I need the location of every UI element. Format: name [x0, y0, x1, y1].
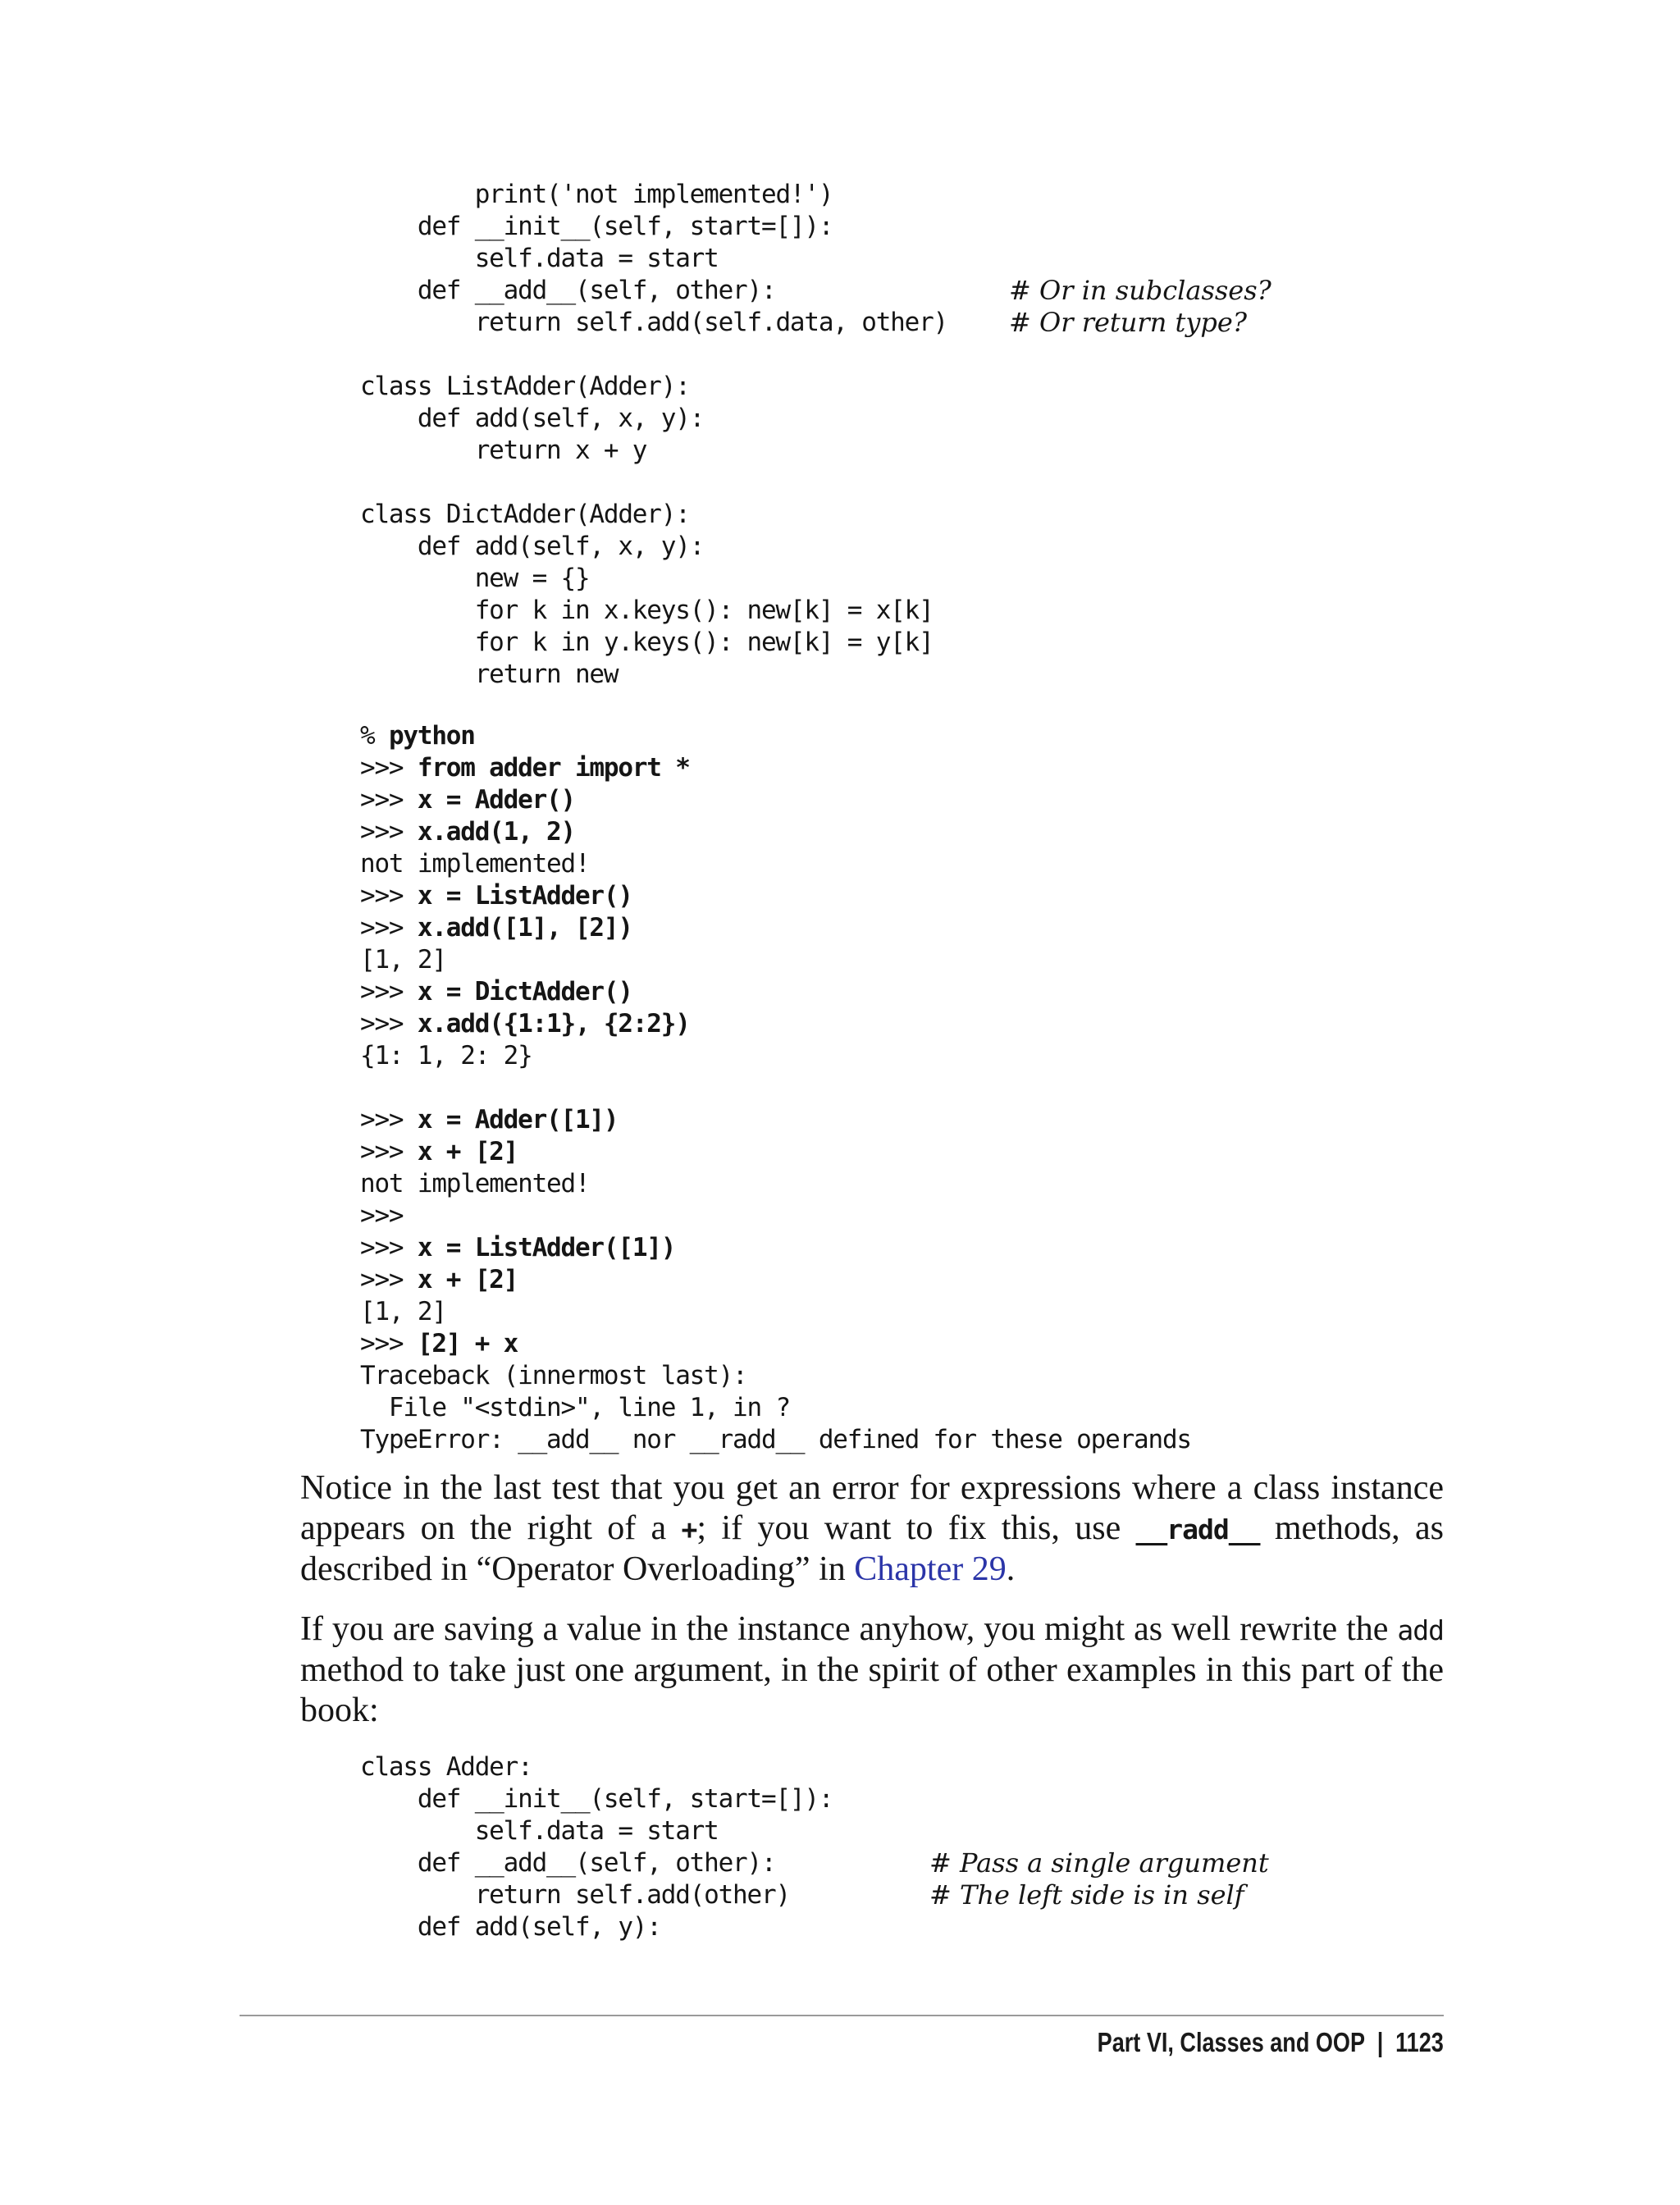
user-input: x.add([1], [2])	[417, 913, 632, 943]
session-line	[360, 976, 1191, 1008]
session-line	[360, 816, 1191, 848]
chapter-29-link[interactable]: Chapter 29	[854, 1550, 1007, 1588]
code-text: def add(self, x, y):	[360, 404, 705, 433]
paragraph-text: If you are saving a value in the instance anyhow, you might as well rewrite the	[300, 1610, 1398, 1648]
session-line	[360, 1040, 1191, 1072]
user-input: x = Adder([1])	[417, 1105, 619, 1134]
prompt: >>>	[360, 1105, 418, 1134]
output-text: File "<stdin>", line 1, in ?	[360, 1393, 790, 1422]
code-line	[360, 595, 947, 627]
code-text: print('not implemented!')	[360, 180, 833, 209]
prompt: >>>	[360, 881, 418, 911]
session-line	[360, 1200, 1191, 1232]
output-text: Traceback (innermost last):	[360, 1361, 747, 1390]
code-line	[360, 1751, 833, 1783]
code-line	[360, 339, 947, 371]
code-line	[360, 275, 1271, 307]
footer-separator: |	[1376, 2027, 1384, 2057]
code-text: def add(self, y):	[360, 1912, 661, 1942]
prompt: >>>	[360, 977, 418, 1007]
code-line	[360, 1879, 1244, 1911]
code-line	[360, 435, 947, 467]
code-text: return self.add(self.data, other)	[360, 308, 948, 337]
prompt: >>>	[360, 1137, 418, 1166]
user-input: x.add(1, 2)	[417, 817, 575, 847]
session-line	[360, 784, 1191, 816]
code-text: return self.add(other)	[360, 1880, 790, 1910]
code-line	[360, 1911, 833, 1943]
code-line	[360, 467, 947, 499]
code-line	[360, 371, 947, 403]
code-line	[360, 1783, 833, 1815]
prompt: >>>	[360, 1201, 404, 1230]
session-line	[360, 848, 1191, 880]
code-text: for k in x.keys(): new[k] = x[k]	[360, 596, 934, 625]
user-input: x.add({1:1}, {2:2})	[417, 1009, 690, 1039]
prompt: %	[360, 721, 389, 751]
user-input: x + [2]	[417, 1265, 518, 1294]
code-text: return new	[360, 660, 619, 689]
code-text: def __init__(self, start=[]):	[360, 212, 833, 241]
session-line	[360, 720, 1191, 752]
prompt: >>>	[360, 753, 418, 783]
prompt: >>>	[360, 1233, 418, 1262]
session-line	[360, 1264, 1191, 1296]
prompt: >>>	[360, 817, 418, 847]
session-line	[360, 1296, 1191, 1328]
code-line	[360, 403, 947, 435]
paragraph-single-argument	[300, 1609, 1444, 1731]
prompt: >>>	[360, 1329, 418, 1358]
output-text: [1, 2]	[360, 1297, 446, 1326]
prompt: >>>	[360, 1265, 418, 1294]
output-text: not implemented!	[360, 849, 590, 879]
code-comment: # Or in subclasses?	[1009, 275, 1271, 306]
code-line	[360, 211, 947, 243]
page-number: 1123	[1395, 2027, 1444, 2057]
session-line	[360, 1328, 1191, 1360]
session-line	[360, 1168, 1191, 1200]
session-line	[360, 1424, 1191, 1456]
code-line	[360, 499, 947, 531]
session-line	[360, 752, 1191, 784]
session-line	[360, 944, 1191, 976]
code-text: class Adder:	[360, 1752, 532, 1782]
session-line	[360, 1136, 1191, 1168]
footer-rule	[240, 2015, 1444, 2016]
code-text: for k in y.keys(): new[k] = y[k]	[360, 628, 934, 657]
inline-code-add: add	[1397, 1614, 1444, 1646]
code-listing-adder-single-arg	[360, 1751, 1269, 1943]
paragraph-text: Notice in the last test that you get an error for expressions where a class instance appears on the right of a	[300, 1469, 1444, 1547]
user-input: x = ListAdder()	[417, 881, 632, 911]
code-comment: # Pass a single argument	[929, 1847, 1269, 1879]
code-text: self.data = start	[360, 1816, 719, 1846]
code-text: class DictAdder(Adder):	[360, 500, 690, 529]
prompt: >>>	[360, 1009, 418, 1039]
user-input: x = DictAdder()	[417, 977, 632, 1007]
paragraph-text: methods, as described in “Operator Overloading” in	[300, 1509, 1444, 1588]
session-line	[360, 1360, 1191, 1392]
code-line	[360, 659, 947, 691]
paragraph-text: ; if you want to fix this, use	[696, 1509, 1136, 1547]
code-text: def __init__(self, start=[]):	[360, 1784, 833, 1814]
code-text: return x + y	[360, 436, 647, 465]
inline-code-radd: __radd__	[1135, 1513, 1260, 1545]
user-input: x + [2]	[417, 1137, 518, 1166]
user-input: from adder import *	[417, 753, 690, 783]
session-line	[360, 880, 1191, 912]
code-listing-adder-subclasses	[360, 179, 1271, 691]
output-text: not implemented!	[360, 1169, 590, 1198]
code-line	[360, 627, 947, 659]
code-line	[360, 307, 1247, 339]
code-line	[360, 243, 947, 275]
code-line	[360, 563, 947, 595]
code-text: self.data = start	[360, 244, 719, 273]
inline-code-plus: +	[681, 1513, 697, 1545]
session-line	[360, 912, 1191, 944]
interactive-session	[360, 720, 1191, 1456]
user-input: python	[388, 721, 475, 751]
code-line	[360, 1847, 1269, 1879]
user-input: [2] + x	[417, 1329, 518, 1358]
session-line	[360, 1008, 1191, 1040]
code-text: class ListAdder(Adder):	[360, 372, 690, 401]
session-line	[360, 1392, 1191, 1424]
output-text: {1: 1, 2: 2}	[360, 1041, 532, 1071]
user-input: x = ListAdder([1])	[417, 1233, 676, 1262]
session-line	[360, 1104, 1191, 1136]
user-input: x = Adder()	[417, 785, 575, 815]
code-line	[360, 179, 947, 211]
footer-section-title: Part VI, Classes and OOP	[1097, 2027, 1366, 2057]
code-text: def add(self, x, y):	[360, 532, 705, 561]
output-text: TypeError: __add__ nor __radd__ defined for these operands	[360, 1425, 1191, 1454]
prompt: >>>	[360, 785, 418, 815]
code-text: new = {}	[360, 564, 590, 593]
code-line	[360, 531, 947, 563]
session-line	[360, 1232, 1191, 1264]
session-line	[360, 1072, 1191, 1104]
page-footer	[1098, 2027, 1444, 2058]
code-line	[360, 1815, 833, 1847]
paragraph-text: method to take just one argument, in the spirit of other examples in this part of the book:	[300, 1651, 1444, 1729]
code-text: def __add__(self, other):	[360, 276, 776, 305]
output-text: [1, 2]	[360, 945, 446, 975]
code-text: def __add__(self, other):	[360, 1848, 776, 1878]
code-comment: # The left side is in self	[929, 1879, 1244, 1911]
paragraph-text: .	[1006, 1550, 1016, 1588]
prompt: >>>	[360, 913, 418, 943]
paragraph-radd-note	[300, 1468, 1444, 1590]
code-comment: # Or return type?	[1009, 307, 1247, 338]
